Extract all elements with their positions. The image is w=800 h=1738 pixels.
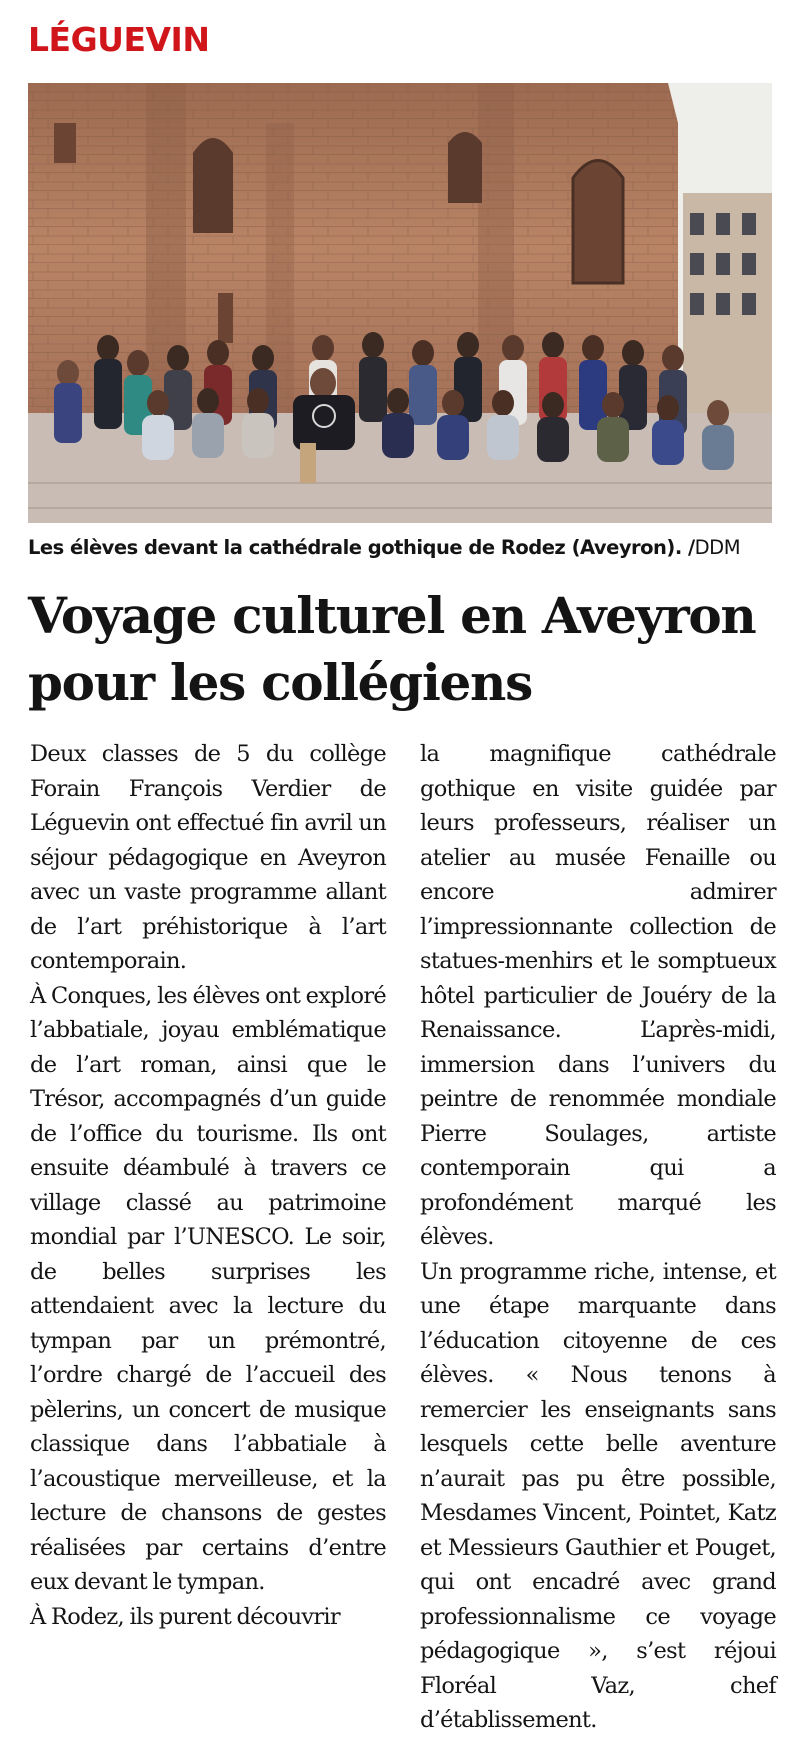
body-paragraph: À Rodez, ils purent découvrir [30, 1603, 340, 1630]
photo-credit: DDM [694, 536, 741, 559]
caption-text: Les élèves devant la cathédrale gothique de Rodez (Aveyron). / [28, 536, 695, 559]
body-paragraph: la magnifique cathédrale gothique en visite guidée par leurs professeurs, réaliser un atelier au musée Fenaille ou encore admirer l’impressionnante collection de statues-menhirs et le somptueux hôtel particulier de Jouéry de la Renaissance. L’après-midi, immersion dans l’univers du peintre de renommée mondiale Pierre Soulages, artiste contemporain qui a profondément marqué les élèves. [420, 741, 776, 1250]
photo-caption [28, 535, 772, 561]
body-paragraph: Un programme riche, intense, et une étape marquante dans l’éducation citoyenne de ces élèves. « Nous tenons à remercier les enseignants sans lesquels cette belle aventure n’aurait pas pu être possible, Mesdames Vincent, Pointet, Katz et Messieurs Gauthier et Pouget, qui ont encadré avec grand professionnalisme ce voyage pédagogique », s’est réjoui Floréal Vaz, chef d’établissement. [420, 1258, 776, 1733]
group-photo [28, 83, 772, 523]
headline-line-1: Voyage culturel en Aveyron [28, 586, 756, 645]
body-column-left [30, 737, 386, 1634]
headline-line-2: pour les collégiens [28, 653, 532, 712]
article-headline [28, 582, 778, 716]
body-column-right [420, 737, 776, 1738]
body-paragraph: Deux classes de 5 du collège Forain François Verdier de Léguevin ont effectué fin avril un séjour pédagogique en Aveyron avec un vaste programme allant de l’art préhistorique à l’art contemporain. [30, 741, 386, 974]
section-kicker: LÉGUEVIN [28, 20, 210, 59]
body-paragraph: À Conques, les élèves ont exploré l’abbatiale, joyau emblématique de l’art roman, ainsi que le Trésor, accompagnés d’un guide de l’office du tourisme. Ils ont ensuite déambulé à travers ce village classé au patrimoine mondial par l’UNESCO. Le soir, de belles surprises les attendaient avec la lecture du tympan par un prémontré, l’ordre chargé de l’accueil des pèlerins, un concert de musique classique dans l’abbatiale à l’acoustique merveilleuse, et la lecture de chansons de gestes réalisées par certains d’entre eux devant le tympan. [30, 982, 386, 1595]
